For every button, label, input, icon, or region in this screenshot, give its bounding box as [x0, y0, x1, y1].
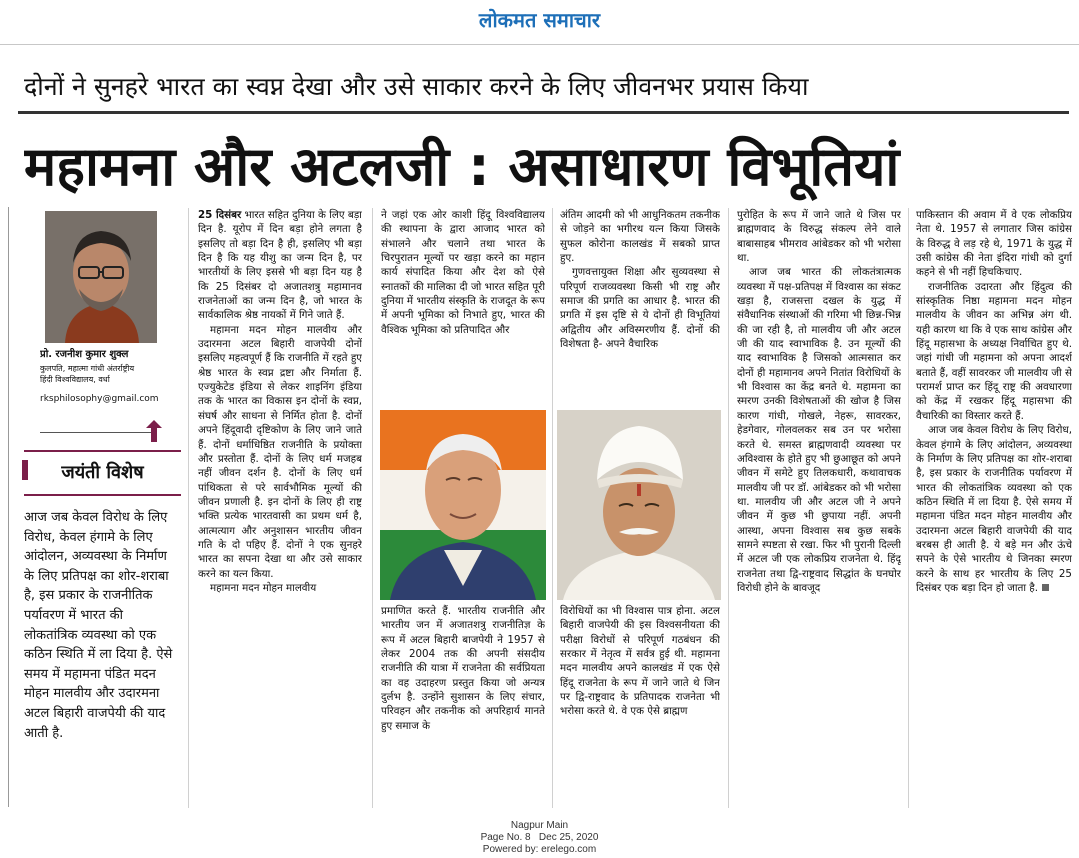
masthead	[0, 0, 1079, 46]
kicker-rule	[18, 111, 1069, 114]
author-designation	[40, 363, 185, 385]
arrow-up-icon	[146, 420, 162, 442]
paragraph: पाकिस्तान की अवाम में वे एक लोकप्रिय नेता थे. 1957 से लगातार जिस कांग्रेस के विरुद्ध वे लड़ रहे थे, 1971 के युद्ध में उसी कांग्रेस की नेता इंदिरा गांधी को दुर्गा कहने से भी नहीं हिचकिचाए.	[916, 209, 1072, 279]
author-photo	[45, 211, 157, 343]
end-of-article-icon	[1042, 584, 1049, 591]
author-institution: हिंदी विश्वविद्यालय, वर्धा	[40, 375, 110, 384]
section-label: जयंती विशेष	[24, 450, 181, 496]
article-column-3-top	[560, 208, 720, 402]
page-margin-rule	[8, 207, 9, 807]
column-divider	[728, 208, 729, 808]
article-column-5	[916, 208, 1072, 808]
author-email: rksphilosophy@gmail.com	[40, 394, 159, 404]
author-divider	[40, 432, 152, 433]
paragraph: आज जब भारत की लोकतंत्रात्मक व्यवस्था में पक्ष-प्रतिपक्ष में विश्वास का संकट खड़ा है, राजसत्ता दखल के युद्ध में संवैधानिक संस्थाओं की गरिमा भी छिन्न-भिन्न की जा रही है, तो मालवीय जी और अटल जी की याद स्वाभाविक है. उन मूल्यों की याद स्वाभाविक है जिसको आत्मसात कर दोनों ही महामानव अपने नितांत विरोधियों के भी विश्वास का केंद्र बनते थे. महामना का स्मरण उनकी विशेषताओं की खोज है जिस कारण गांधी, गोखले, नेहरू, सावरकर, हेडगेवार, गोलवलकर सब उन पर भरोसा करते थे. समस्त ब्राह्मणवादी व्यवस्था पर अविश्वास के होते हुए भी छुआछूत को अपने जीवन में समेटे हुए तिलकधारी, कथावाचक मालवीय जी पर डॉ. आंबेडकर को भी भरोसा था. मालवीय जी और अटल जी ने अपने जीवन में कुछ भी छुपाया नहीं. अपनी आस्था, अपना विश्वास सब कुछ सबके सामने स्पष्टता से रखा. फिर भी पुरानी दिल्ली में अटल जी एक लोकप्रिय राजनेता थे. हिंदू राजनेता तथा द्वि-राष्ट्रवाद सिद्धांत के घनघोर विरोधी होने के बावजूद	[737, 266, 901, 594]
kicker-line: दोनों ने सुनहरे भारत का स्वप्न देखा और उसे साकार करने के लिए जीवनभर प्रयास किया	[24, 72, 809, 101]
paragraph: पुरोहित के रूप में जाने जाते थे जिस पर ब्राह्मणवाद के विरुद्ध संकल्प लेने वाले बाबासाहब भीमराव आंबेडकर को भी भरोसा था.	[737, 209, 901, 265]
masthead-rule	[0, 44, 1079, 45]
author-role: कुलपति, महात्मा गांधी अंतर्राष्ट्रीय	[40, 364, 135, 373]
column-divider	[908, 208, 909, 808]
powered-by: Powered by: erelego.com	[482, 844, 597, 855]
page-footer	[0, 820, 1079, 856]
author-name: प्रो. रजनीश कुमार शुक्ल	[40, 349, 129, 360]
newspaper-logo: लोकमत समाचार	[478, 8, 601, 32]
dateline: 25 दिसंबर	[198, 209, 242, 221]
paragraph: महामना मदन मोहन मालवीय	[210, 581, 317, 594]
paragraph: विरोधियों का भी विश्वास पात्र होना. अटल बिहारी वाजपेयी की इस विश्वसनीयता की परीक्षा विरोधों से परिपूर्ण गठबंधन की सरकार में नेतृत्व में सर्वत्र हुई थी. महामना मदन मालवीय अपने कालखंड में एक ऐसे हिंदू राजनेता के रूप में जाने जाते थे जिन पर द्वि-राष्ट्रवाद के प्रतिपादक राजनेता भी भरोसा करते थे. वे एक ऐसे ब्राह्मण	[560, 605, 720, 718]
page-date: Page No. 8 Dec 25, 2020	[480, 832, 599, 843]
article-column-2-top	[381, 208, 545, 402]
article-column-1	[198, 208, 362, 808]
paragraph: प्रमाणित करते हैं. भारतीय राजनीति और भारतीय जन में अजातशत्रु राजनीतिज्ञ के रूप में अटल बिहारी बाजपेयी ने 1957 से लेकर 2004 तक की अपनी संसदीय राजनीति की यात्रा में राजनेता की सर्वप्रियता का वह उदाहरण प्रस्तुत किया जो अन्यत्र दुर्लभ है. उन्होंने सुशासन के लिए संचार, परिवहन और तकनीक को अपरिहार्य मानते हुए समाज के	[381, 605, 545, 732]
column-divider	[372, 208, 373, 808]
paragraph: ने जहां एक ओर काशी हिंदू विश्वविद्यालय की स्थापना के द्वारा आजाद भारत को संभालने और चलाने तथा भारत के चिरपुरातन मूल्यों पर खड़ा करने का महान कार्य संपादित किया और देश को ऐसे स्नातकों की मालिका दी जो भारत सहित पूरी दुनिया में भारतीय संस्कृति के राजदूत के रूप में अपनी भूमिका को निभाते हुए, भारत की वैश्विक भूमिका को प्रतिपादित और	[381, 209, 545, 336]
paragraph	[916, 423, 1072, 595]
column-divider	[188, 208, 189, 808]
column-divider	[552, 208, 553, 808]
headline: महामना और अटलजी : असाधारण विभूतियां	[24, 135, 900, 198]
atal-bihari-vajpayee-photo	[380, 410, 546, 600]
paragraph: महामना मदन मोहन मालवीय और उदारमना अटल बिहारी वाजपेयी दोनों इसलिए महत्वपूर्ण हैं कि राजनीति में रहते हुए श्रेष्ठ भारत के स्वप्न द्रष्टा और निर्माता हैं. एज्युकेटेड इंडिया से लेकर शाइनिंग इंडिया तक के भारत का विकास इन दोनों के स्वप्न, संघर्ष और साधना से निर्मित होता है. दोनों अपने हिंदूवादी दृष्टिकोण के लिए जाने जाते हैं. दोनों धर्माधिष्ठित राजनीति के प्रयोक्ता और प्रस्तोता हैं. दोनों के लिए धर्म मजहब नहीं जीवन दर्शन है. दोनों के लिए धर्म पांथिकता से परे सार्वभौमिक मूल्यों की जीवन प्रणाली है. इन दोनों के लिए ही राष्ट्र भक्ति प्रत्येक भारतवासी का प्रथम धर्म है, आत्मत्याग और अनुशासन भारतीय जीवन गति के दो पहिए हैं. दोनों ने एक सुनहरे भारत का सपना देखा था और उसे साकार करने का यत्न किया.	[198, 323, 362, 580]
article-column-4	[737, 208, 901, 808]
paragraph-text: भारत सहित दुनिया के लिए बड़ा दिन है. यूरोप में दिन बड़ा होने लगता है इसलिए तो बड़ा दिन है ही, इसलिए भी बड़ा दिन है कि यह यीशु का जन्म दिन है, पर भारतीयों के लिए इससे भी बड़ा दिन यह है कि 25 दिसंबर दो अजातशत्रु महामानव राजनेताओं का जन्म दिन है, जो भारत के सार्वकालिक श्रेष्ठ नायकों में गिने जाते हैं.	[198, 209, 362, 322]
paragraph	[198, 208, 362, 323]
madan-mohan-malaviya-photo	[557, 410, 721, 600]
paragraph: राजनीतिक उदारता और हिंदुत्व की सांस्कृतिक निष्ठा महामना मदन मोहन मालवीय के जीवन का अभिन्न अंग थी. यही कारण था कि वे एक साथ कांग्रेस और हिंदू महासभा के अध्यक्ष निर्वाचित हुए थे. जहां गांधी जी महामना को अपना आदर्श बताते हैं, वहीं सावरकर जी मालवीय जी से परामर्श प्राप्त कर हिंदू राष्ट्र की अवधारणा को केंद्र में रखकर हिंदू महासभा की वैचारिकी का विस्तार करते हैं.	[916, 280, 1072, 422]
paragraph: गुणवत्तायुक्त शिक्षा और सुव्यवस्था से परिपूर्ण राजव्यवस्था किसी भी राष्ट्र और समाज की प्रगति का आधार है. भारत की प्रगति में इस दृष्टि से ये दोनों ही विभूतियां अद्वितीय और अविस्मरणीय हैं. दोनों की विशेषता है- अपने वैचारिक	[560, 266, 720, 351]
edition-name: Nagpur Main	[510, 820, 569, 831]
article-column-3-bottom	[560, 604, 720, 808]
paragraph: अंतिम आदमी को भी आधुनिकतम तकनीक से जोड़ने का भगीरथ यत्न किया जिसके सुफल कोरोना कालखंड में सबको प्राप्त हुए.	[560, 209, 720, 265]
paragraph-text: आज जब केवल विरोध के लिए विरोध, केवल हंगामे के लिए आंदोलन, अव्यवस्था के निर्माण के लिए प्रतिपक्ष का शोर-शराबा है, इस प्रकार के राजनीतिक पर्यावरण में भारत की लोकतांत्रिक व्यवस्था को एक कठिन स्थिति में ला दिया है. ऐसे समय में महामना पंडित मदन मोहन मालवीय और उदारमना अटल बिहारी वाजपेयी की याद बरबस ही आती है. ये बड़े मन और ऊंचे सपने के ऐसे भारतीय थे जिनका स्मरण करने के साथ हर भारतीय के लिए 25 दिसंबर एक बड़ा दिन हो जाता है.	[916, 424, 1072, 594]
article-deck: आज जब केवल विरोध के लिए विरोध, केवल हंगामे के लिए आंदोलन, अव्यवस्था के निर्माण के लिए प्रतिपक्ष का शोर-शराबा है, इस प्रकार के राजनीतिक पर्यावरण में भारत की लोकतांत्रिक व्यवस्था को एक कठिन स्थिति में ला दिया है. ऐसे समय में महामना पंडित मदन मोहन मालवीय और उदारमना अटल बिहारी वाजपेयी की याद आती है.	[24, 510, 173, 741]
article-column-2-bottom	[381, 604, 545, 808]
